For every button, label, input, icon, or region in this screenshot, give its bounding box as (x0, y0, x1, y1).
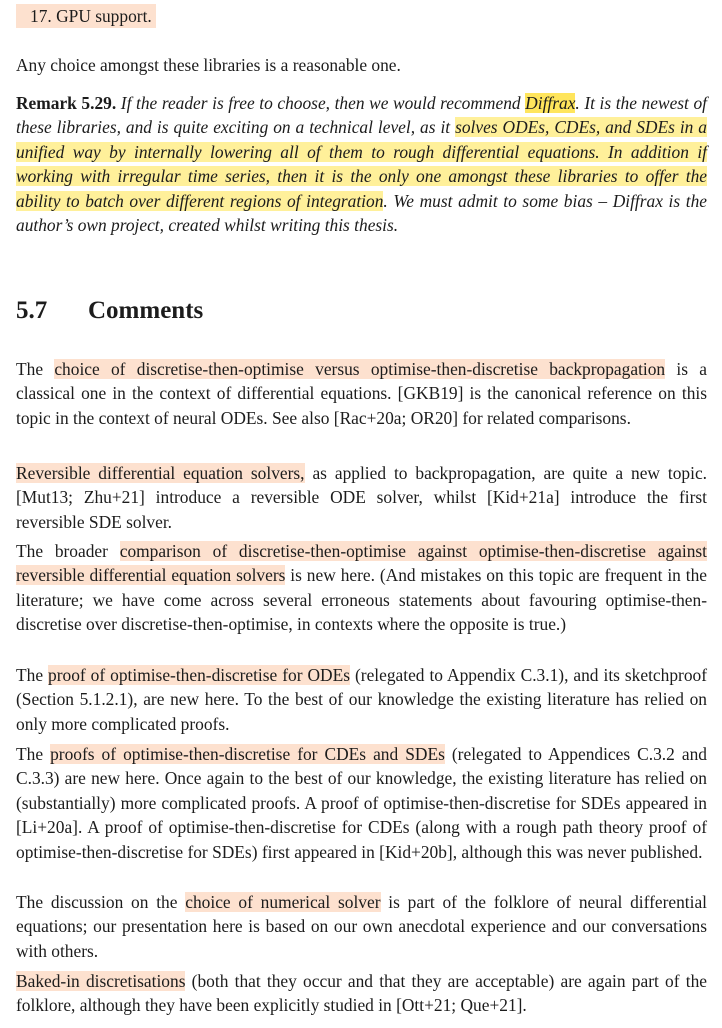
section-title: Comments (88, 297, 204, 324)
section-heading (16, 294, 707, 328)
highlight-reversible: Reversible differential equation solvers, (16, 463, 305, 483)
remark-label: Remark 5.29. (16, 93, 117, 113)
paragraph-comparison: The broader comparison of discretise-then-optimise against optimise-then-discretise against reversible differential equation solvers is new here. (And mistakes on this topic are frequent in the literature; we have come across several erroneous statements about favouring optimise-then-discretise over discretise-then-optimise, in contexts where the opposite is true.) (16, 541, 707, 635)
paragraph-numerical-solver: The discussion on the choice of numerical solver is part of the folklore of neural differential equations; our presentation here is based on our own anecdotal experience and our conversations with others. (16, 892, 708, 961)
paragraph-reversible-solvers: Reversible differential equation solvers, as applied to backpropagation, are quite a new topic. [Mut13; Zhu+21] introduce a reversible ODE solver, whilst [Kid+21a] introduce the first reversible SDE solver. (16, 463, 708, 532)
highlight-choice: choice of discretise-then-optimise versus optimise-then-discretise backpropagation (54, 359, 666, 379)
highlight-solves: solves ODEs, CDEs, and SDEs in a unified way by internally lowering all of them to rough differential equations. In addition if working with irregular time series, then it is the only one amongst these libraries to offer the ability to batch over different regions of integration (16, 117, 707, 211)
intro-sentence: Any choice amongst these libraries is a reasonable one. (16, 55, 401, 75)
section-number: 5.7 (16, 297, 48, 324)
paragraph-ode-proof: The proof of optimise-then-discretise for ODEs (relegated to Appendix C.3.1), and its sketchproof (Section 5.1.2.1), are new here. To the best of our knowledge the existing literature has relied on only more complicated proofs. (16, 665, 707, 734)
highlight-numerical-solver: choice of numerical solver (185, 892, 381, 912)
highlight-cde-sde-proofs: proofs of optimise-then-discretise for CDEs and SDEs (50, 744, 445, 764)
remark-body: If the reader is free to choose, then we would recommend Diffrax. It is the newest of these libraries, and is quite exciting on a technical level, as it solves ODEs, CDEs, and SDEs in a unified way by internally lowering all of them to rough differential equations. In addition if working with irregular time series, then it is the only one amongst these libraries to offer the ability to batch over different regions of integration. We must admit to some bias – Diffrax is the author’s own project, created whilst writing this thesis. (16, 93, 708, 236)
list-item-highlight: 17. GPU support. (16, 4, 156, 28)
paragraph-baked-in: Baked-in discretisations (both that they occur and that they are acceptable) are again part of the folklore, although they have been explicitly studied in [Ott+21; Que+21]. (16, 971, 708, 1016)
highlight-comparison: comparison of discretise-then-optimise against optimise-then-discretise against reversible differential equation solvers (16, 541, 707, 586)
highlight-ode-proof: proof of optimise-then-discretise for ODEs (48, 665, 350, 685)
highlight-diffrax: Diffrax (525, 93, 576, 113)
list-item (16, 4, 707, 28)
highlight-baked-in: Baked-in discretisations (16, 971, 186, 991)
remark-5-29 (16, 91, 707, 237)
paragraph-backprop-choice: The choice of discretise-then-optimise versus optimise-then-discretise backpropagation is a classical one in the context of differential equations. [GKB19] is the canonical reference on this topic in the context of neural ODEs. See also [Rac+20a; OR20] for related comparisons. (16, 359, 708, 428)
paragraph-cde-sde-proofs: The proofs of optimise-then-discretise for CDEs and SDEs (relegated to Appendices C.3.2 and C.3.3) are new here. Once again to the best of our knowledge, the existing literature has relied on (substantially) more complicated proofs. A proof of optimise-then-discretise for SDEs appeared in [Li+20a]. A proof of optimise-then-discretise for CDEs (along with a rough path theory proof of optimise-then-discretise for SDEs) first appeared in [Kid+20b], although this was never published. (16, 744, 707, 862)
